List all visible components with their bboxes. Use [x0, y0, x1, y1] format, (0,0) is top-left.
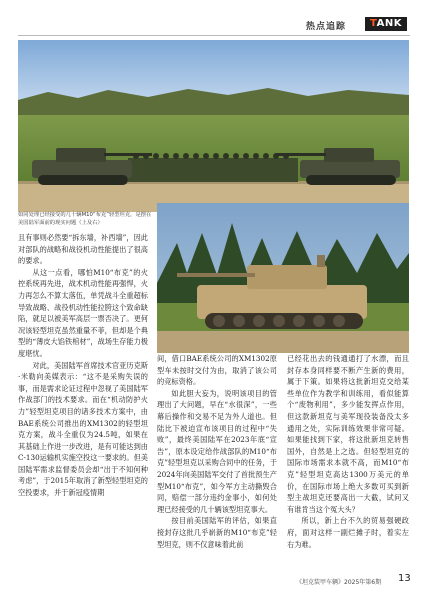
photo-tanks-parade [18, 40, 409, 212]
photo-tanks-parade-illustration [18, 40, 409, 212]
paragraph: 间，借口BAE系统公司的XM1302原型车未按时交付为由，取消了该公司的竞标资格。 [157, 354, 277, 387]
body-column-middle [157, 353, 277, 550]
body-column-right [287, 353, 409, 550]
footer-publication: 《坦克装甲车辆》2025年第6期 [296, 579, 382, 586]
section-title: 热点追踪 [306, 22, 347, 32]
paragraph: 按目前美国陆军的评估，如果直接封存这批几乎崭新的M10“布克”轻型坦克，则不仅意味着此前 [157, 516, 277, 549]
body-column-left [18, 232, 148, 499]
magazine-brand-tag [365, 17, 407, 31]
paragraph: 对此，美国陆军首席技术官亚历克斯·米勒向美媒表示：“这不是采购失误的事，而是需求论证过程中忽视了美国陆军作战部门的技术要求。而在“机动防护火力”轻型坦克项目的诸多技术方案中，由BAE系统公司推出的XM1302的轻型坦克方案，战斗全重仅为24.5吨，如果在其基础上作进一步改进，是有可能达到由C-130运输机实施空投这一要求的。但美国陆军需求监督委员会却“出于不知何种考虑”，于2015年取消了新型轻型坦克的空投要求，并于新冠疫情期 [18, 360, 148, 498]
brand-accent-letter: T [370, 18, 377, 29]
paragraph: 如此胆大妄为，说明该项目的管理出了大问题，早在“水很深”，一些幕后操作和交易不足为外人道也。但陆比下被迫宣布该项目的过程中“失败”，最终美国陆军在2023年底“宣告”，原本设定给作战部队的M10“布克”轻型坦克以采购合同中的任务，于2024年向美国陆军交付了首批预生产型M10“布克”，如今军方主动撕毁合同，赔偿一部分违约金事小，如何处理已经接受的几十辆该型坦克事大。 [157, 388, 277, 514]
photo-tan-tank [157, 203, 409, 353]
paragraph: 从这一点看，哪怕M10“布克”的火控系统再先进，战术机动性能再强悍，火力再怎么不算太落伍，单凭战斗全重超标导致战略、战役机动性能拉胯这个致命缺陷，就足以被美军高层一票否决了。更何况该轻型坦克虽然重量不菲，但却是个典型的“薄皮大馅铁棺材”，战场生存能力极度堪忧。 [18, 267, 148, 358]
paragraph: 且有事则必然要“拆东墙，补西墙”，因此对部队的战略和战役机动性能提出了很高的要求。 [18, 233, 148, 266]
paragraph: 已经花出去的钱通通打了水漂，而且封存本身同样要不断产生新的费用，属于下策。如果将这批新坦克交给某些单位作为教学和训练用，看似能算个“废物利用”，多少能发挥点作用，但这款新坦克与美军现役装备没太多通用之处，实际训练效果非常可疑。如果能找到下家，将这批新坦克转售国外，自然是上之选。但轻型坦克的国际市场需求本就不高，而M10“布克”轻型坦克高达1300万美元的单价，在国际市场上绝大多数可买到新型主战坦克还要高出一大截，试问又有谁肯当这个冤大头？ [287, 354, 409, 514]
header-divider [18, 35, 410, 36]
photo-caption: 如同处理已经接受的几十辆M10“布克”轻型坦克，是摆在美国陆军面前的现实问题（上及右） [18, 212, 152, 226]
brand-rest: ANK [376, 18, 402, 29]
photo-tan-tank-illustration [157, 203, 409, 353]
page-header [0, 0, 427, 40]
page-number: 13 [398, 573, 411, 584]
paragraph: 所以，新上台不久的贸易强硬政府，面对这样一副烂摊子时，着实左右为难。 [287, 516, 409, 549]
